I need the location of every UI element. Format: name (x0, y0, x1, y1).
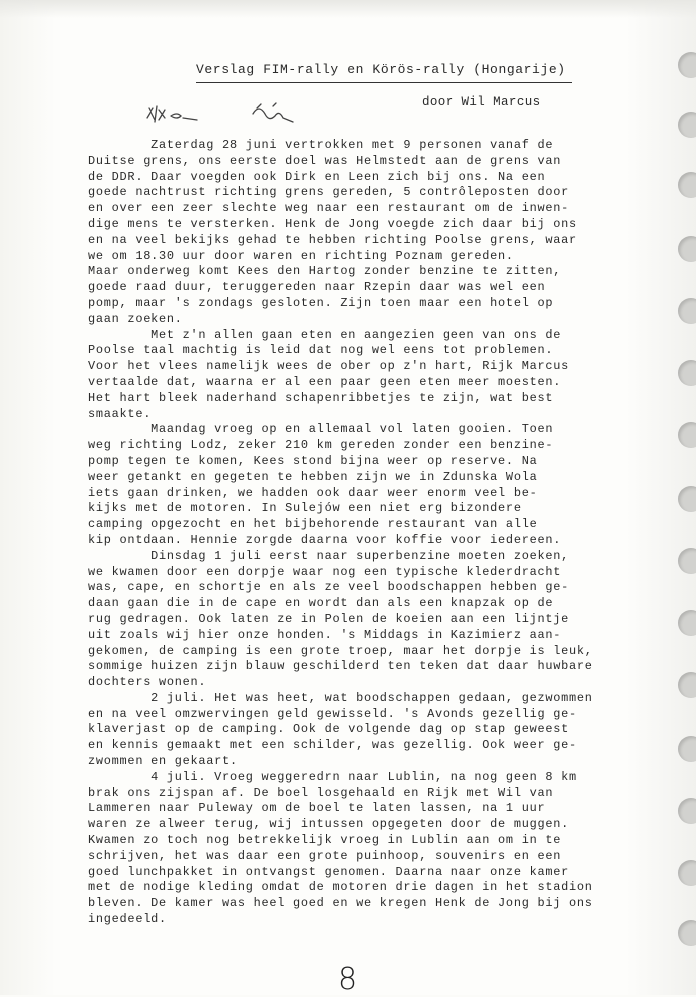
body-line: 4 juli. Vroeg weggeredrn naar Lublin, na nog geen 8 km (88, 769, 577, 784)
punch-hole (678, 236, 696, 262)
body-line: Kwamen zo toch nog betrekkelijk vroeg in Lublin aan om in te (88, 833, 562, 848)
report-body (88, 138, 648, 928)
scan-edge-shadow (0, 0, 696, 18)
body-line: daan gaan die in de cape en wordt dan als een knapzak op de (88, 596, 554, 611)
punch-hole (678, 360, 696, 386)
punch-hole (678, 422, 696, 448)
body-line: weer getankt en gegeten te hebben zijn we in Zdunska Wola (88, 469, 538, 484)
body-line: smaakte. (88, 406, 152, 421)
body-line: Met z'n allen gaan eten en aangezien geen van ons de (88, 327, 562, 342)
body-line: en na veel bekijks gehad te hebben richting Poolse grens, waar (88, 232, 577, 247)
punch-hole (678, 920, 696, 946)
punch-hole (678, 798, 696, 824)
body-line: kijks met de motoren. In Sulejów een niet erg bizondere (88, 501, 522, 516)
body-line: met de nodige kleding omdat de motoren drie dagen in het stadion (88, 880, 593, 895)
body-line: de DDR. Daar voegden ook Dirk en Leen zich bij ons. Na een (88, 169, 546, 184)
punch-hole (678, 112, 696, 138)
body-line: schrijven, het was daar een grote puinhoop, souvenirs en een (88, 848, 562, 863)
body-line: dochters wonen. (88, 675, 207, 690)
body-line: Lammeren naar Puleway om de boel te laten lassen, na 1 uur (88, 801, 546, 816)
body-line: dige mens te versterken. Henk de Jong voegde zich daar bij ons (88, 216, 577, 231)
body-line: was, cape, en schortje en als ze veel boodschappen hebben ge- (88, 580, 570, 595)
document-author: door Wil Marcus (422, 95, 541, 109)
punch-hole (678, 486, 696, 512)
body-line: Voor het vlees namelijk wees de ober op z'n hart, Rijk Marcus (88, 359, 570, 374)
body-line: Maandag vroeg op en allemaal vol laten gooien. Toen (88, 422, 554, 437)
body-line: sommige huizen zijn blauw geschilderd ten teken dat daar huwbare (88, 659, 593, 674)
title-underline (196, 82, 572, 83)
body-line: Zaterdag 28 juni vertrokken met 9 personen vanaf de (88, 138, 554, 152)
punch-hole (678, 672, 696, 698)
body-line: Duitse grens, ons eerste doel was Helmstedt aan de grens van (88, 153, 562, 168)
punch-hole (678, 172, 696, 198)
body-line: pomp, maar 's zondags gesloten. Zijn toen maar een hotel op (88, 295, 554, 310)
binder-holes (674, 0, 696, 995)
body-line: gekomen, de camping is een grote troep, maar het dorpje is leuk, (88, 643, 593, 658)
document-title: Verslag FIM-rally en Körös-rally (Hongarije) (196, 62, 566, 77)
body-line: we kwamen door een dorpje waar nog een typische klederdracht (88, 564, 562, 579)
page-number: 8 (338, 962, 358, 997)
body-line: camping opgezocht en het bijbehorende restaurant van alle (88, 517, 538, 532)
body-line: goede nachtrust richting grens gereden, 5 contrôleposten door (88, 185, 570, 200)
body-line: zwommen en gekaart. (88, 754, 238, 769)
punch-hole (678, 52, 696, 78)
punch-hole (678, 298, 696, 324)
body-line: bleven. De kamer was heel goed en we kregen Henk de Jong bij ons (88, 896, 593, 911)
body-line: ingedeeld. (88, 912, 167, 927)
body-line: kip ontdaan. Hennie zorgde daarna voor koffie voor iedereen. (88, 532, 562, 547)
punch-hole (678, 610, 696, 636)
handwritten-scribble-icon (143, 100, 303, 130)
body-line: gaan zoeken. (88, 311, 183, 326)
punch-hole (678, 548, 696, 574)
body-line: waren ze alweer terug, wij intussen opgegeten door de muggen. (88, 817, 570, 832)
body-line: Poolse taal machtig is leid dat nog wel eens tot problemen. (88, 343, 554, 358)
body-line: brak ons zijspan af. De boel losgehaald en Rijk met Wil van (88, 785, 554, 800)
punch-hole (678, 736, 696, 762)
body-line: pomp tegen te komen, Kees stond bijna weer op reserve. Na (88, 453, 538, 468)
body-line: goede raad duur, teruggereden naar Rzepin daar was wel een (88, 280, 546, 295)
punch-hole (678, 860, 696, 886)
body-line: en over een zeer slechte weg naar een restaurant om de inwen- (88, 201, 570, 216)
body-line: vertaalde dat, waarna er al een paar geen eten meer moesten. (88, 374, 562, 389)
body-line: Het hart bleek naderhand schapenribbetjes te zijn, wat best (88, 390, 554, 405)
body-line: en na veel omzwervingen geld gewisseld. 's Avonds gezellig ge- (88, 706, 577, 721)
body-line: Maar onderweg komt Kees den Hartog zonder benzine te zitten, (88, 264, 562, 279)
body-line: 2 juli. Het was heet, wat boodschappen gedaan, gezwommen (88, 690, 593, 705)
body-line: we om 18.30 uur door waren en richting Poznam gereden. (88, 248, 514, 263)
body-line: iets gaan drinken, we hadden ook daar weer enorm veel be- (88, 485, 538, 500)
body-line: Dinsdag 1 juli eerst naar superbenzine moeten zoeken, (88, 548, 570, 563)
body-line: en kennis gemaakt met een schilder, was gezellig. Ook weer ge- (88, 738, 577, 753)
body-line: weg richting Lodz, zeker 210 km gereden zonder een benzine- (88, 438, 554, 453)
body-line: rug gedragen. Ook laten ze in Polen de koeien aan een lijntje (88, 611, 570, 626)
body-line: klaverjast op de camping. Ook de volgende dag op stap geweest (88, 722, 570, 737)
body-line: uit zoals wij hier onze honden. 's Middags in Kazimierz aan- (88, 627, 562, 642)
body-line: goed lunchpakket in ontvangst genomen. Daarna naar onze kamer (88, 864, 570, 879)
